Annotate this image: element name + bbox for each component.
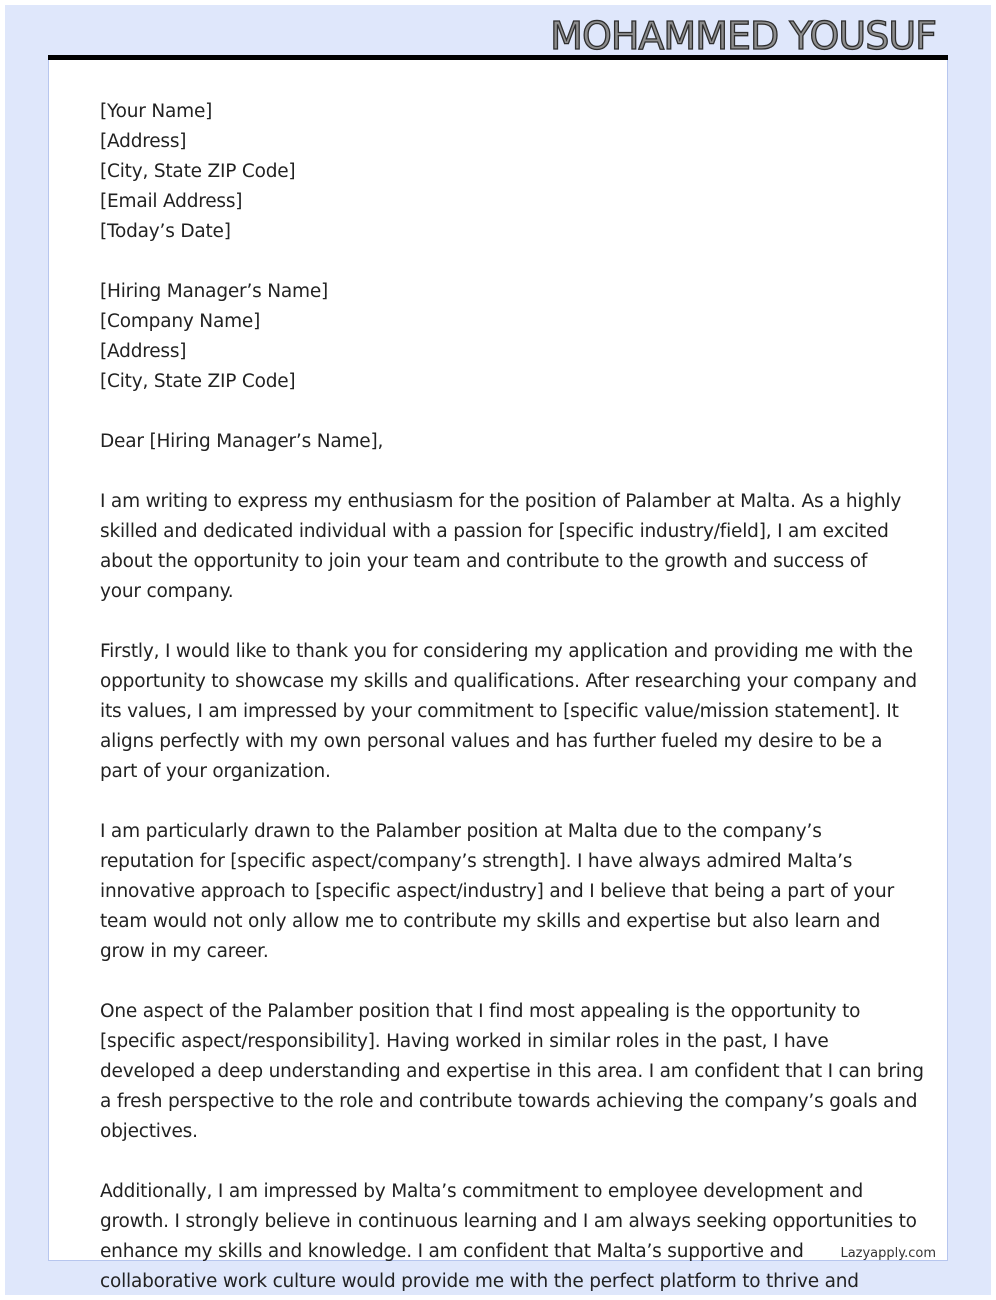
sender-city: [City, State ZIP Code] — [100, 161, 296, 182]
paragraph-line: team would not only allow me to contribute my skills and expertise but also learn and — [100, 911, 881, 932]
paragraph-line: a fresh perspective to the role and contribute towards achieving the company’s goals and — [100, 1091, 918, 1112]
paragraph-line: opportunity to showcase my skills and qualifications. After researching your company and — [100, 671, 917, 692]
recipient-company: [Company Name] — [100, 311, 261, 332]
recipient-block — [100, 277, 900, 397]
paragraph-line: I am writing to express my enthusiasm for the position of Palamber at Malta. As a highly — [100, 491, 902, 512]
spacer — [100, 457, 900, 487]
paragraph-line: collaborative work culture would provide me with the perfect platform to thrive and — [100, 1271, 859, 1292]
paragraph-line: aligns perfectly with my own personal values and has further fueled my desire to be a — [100, 731, 883, 752]
spacer — [100, 397, 900, 427]
sender-address: [Address] — [100, 131, 187, 152]
paragraph-line: innovative approach to [specific aspect/industry] and I believe that being a part of your — [100, 881, 894, 902]
paragraph-line: grow in my career. — [100, 941, 269, 962]
spacer — [100, 787, 900, 817]
paragraph-line: objectives. — [100, 1121, 198, 1142]
paragraph-line: part of your organization. — [100, 761, 331, 782]
paragraph-2 — [100, 637, 917, 787]
paragraph-line: reputation for [specific aspect/company’s strength]. I have always admired Malta’s — [100, 851, 853, 872]
paragraph-line: its values, I am impressed by your commitment to [specific value/mission statement]. It — [100, 701, 899, 722]
recipient-city: [City, State ZIP Code] — [100, 371, 296, 392]
spacer — [100, 1147, 900, 1177]
spacer — [100, 247, 900, 277]
paragraph-line: One aspect of the Palamber position that I find most appealing is the opportunity to — [100, 1001, 861, 1022]
letter-body — [100, 97, 924, 1297]
paragraph-line: growth. I strongly believe in continuous learning and I am always seeking opportunities to — [100, 1211, 917, 1232]
spacer — [100, 607, 900, 637]
sender-block — [100, 97, 900, 247]
paragraph-line: your company. — [100, 581, 234, 602]
paragraph-line: I am particularly drawn to the Palamber position at Malta due to the company’s — [100, 821, 822, 842]
sender-date: [Today’s Date] — [100, 221, 231, 242]
sender-name: [Your Name] — [100, 101, 213, 122]
watermark[interactable]: Lazyapply.com — [840, 1246, 936, 1261]
paragraph-line: Firstly, I would like to thank you for considering my application and providing me with the — [100, 641, 913, 662]
paragraph-line: enhance my skills and knowledge. I am confident that Malta’s supportive and — [100, 1241, 804, 1262]
paragraph-line: developed a deep understanding and expertise in this area. I am confident that I can bring — [100, 1061, 924, 1082]
salutation: Dear [Hiring Manager’s Name], — [100, 431, 384, 452]
paragraph-5 — [100, 1177, 917, 1297]
paragraph-3 — [100, 817, 900, 967]
sender-email: [Email Address] — [100, 191, 243, 212]
paragraph-line: Additionally, I am impressed by Malta’s commitment to employee development and — [100, 1181, 864, 1202]
spacer — [100, 967, 900, 997]
recipient-address: [Address] — [100, 341, 187, 362]
paragraph-line: about the opportunity to join your team and contribute to the growth and success of — [100, 551, 868, 572]
paragraph-1 — [100, 487, 900, 607]
paragraph-line: [specific aspect/responsibility]. Having worked in similar roles in the past, I have — [100, 1031, 829, 1052]
header-name: MOHAMMED YOUSUF — [550, 14, 936, 58]
paragraph-4 — [100, 997, 924, 1147]
paragraph-line: skilled and dedicated individual with a passion for [specific industry/field], I am excited — [100, 521, 889, 542]
recipient-name: [Hiring Manager’s Name] — [100, 281, 329, 302]
